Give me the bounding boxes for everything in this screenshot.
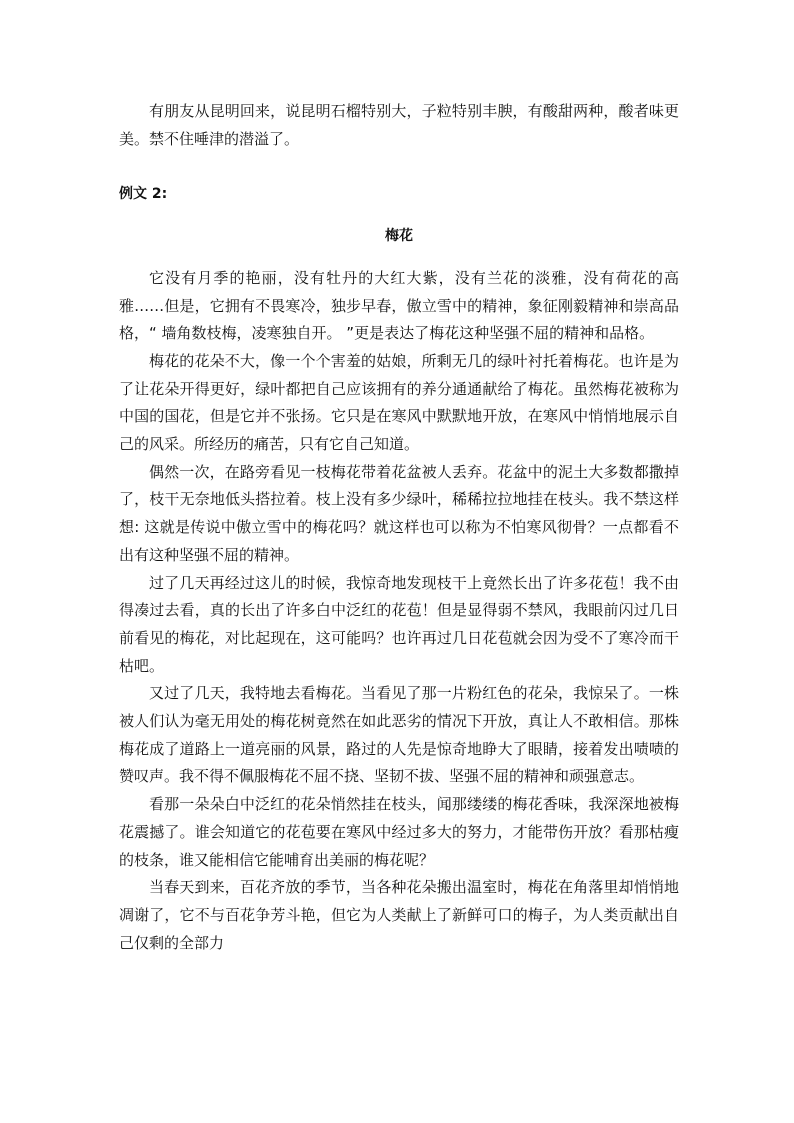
essay-paragraph: 又过了几天，我特地去看梅花。当看见了那一片粉红色的花朵，我惊呆了。一株被人们认为毫无用处的梅花树竟然在如此恶劣的情况下开放，真让人不敢相信。那株梅花成了道路上一道亮丽的风景，路过的人先是惊奇地睁大了眼睛，接着发出啧啧的赞叹声。我不得不佩服梅花不屈不挠、坚韧不拔、坚强不屈的精神和顽强意志。 (119, 684, 679, 786)
document-content (119, 98, 679, 957)
example-label: 例文 2: (119, 186, 168, 203)
essay-paragraph: 梅花的花朵不大，像一个个害羞的姑娘，所剩无几的绿叶衬托着梅花。也许是为了让花朵开得更好，绿叶都把自己应该拥有的养分通通献给了梅花。虽然梅花被称为中国的国花，但是它并不张扬。它只是在寒风中默默地开放，在寒风中悄悄地展示自己的风采。所经历的痛苦，只有它自己知道。 (119, 351, 679, 454)
essay-paragraph: 偶然一次，在路旁看见一枝梅花带着花盆被人丢弃。花盆中的泥土大多数都撒掉了，枝干无奈地低头搭拉着。枝上没有多少绿叶，稀稀拉拉地挂在枝头。我不禁这样想: 这就是传说中傲立雪中的梅花吗？就这样也可以称为不怕寒风彻骨？一点都看不出有这种坚强不屈的精神。 (119, 462, 679, 564)
essay-paragraph: 过了几天再经过这儿的时候，我惊奇地发现枝干上竟然长出了许多花苞！我不由得凑过去看，真的长出了许多白中泛红的花苞！但是显得弱不禁风，我眼前闪过几日前看见的梅花，对比起现在，这可能吗？也许再过几日花苞就会因为受不了寒冷而干枯吧。 (119, 573, 679, 675)
intro-paragraph: 有朋友从昆明回来，说昆明石榴特别大，子粒特别丰腴，有酸甜两种，酸者味更美。禁不住唾津的潜溢了。 (119, 102, 679, 148)
essay-title: 梅花 (385, 228, 413, 245)
essay-paragraph: 它没有月季的艳丽，没有牡丹的大红大紫，没有兰花的淡雅，没有荷花的高雅……但是，它拥有不畏寒冷，独步早春，傲立雪中的精神，象征刚毅精神和崇高品格，“ 墙角数枝梅，凌寒独自开。 ”更是表达了梅花这种坚强不屈的精神和品格。 (119, 268, 679, 343)
essay-paragraph: 当春天到来，百花齐放的季节，当各种花朵搬出温室时，梅花在角落里却悄悄地凋谢了，它不与百花争芳斗艳，但它为人类献上了新鲜可口的梅子，为人类贡献出自己仅剩的全部力 (119, 878, 679, 952)
essay-paragraph: 看那一朵朵白中泛红的花朵悄然挂在枝头，闻那缕缕的梅花香味，我深深地被梅花震撼了。谁会知道它的花苞要在寒风中经过多大的努力，才能带伤开放？看那枯瘦的枝条，谁又能相信它能哺育出美丽的梅花呢？ (119, 795, 679, 869)
